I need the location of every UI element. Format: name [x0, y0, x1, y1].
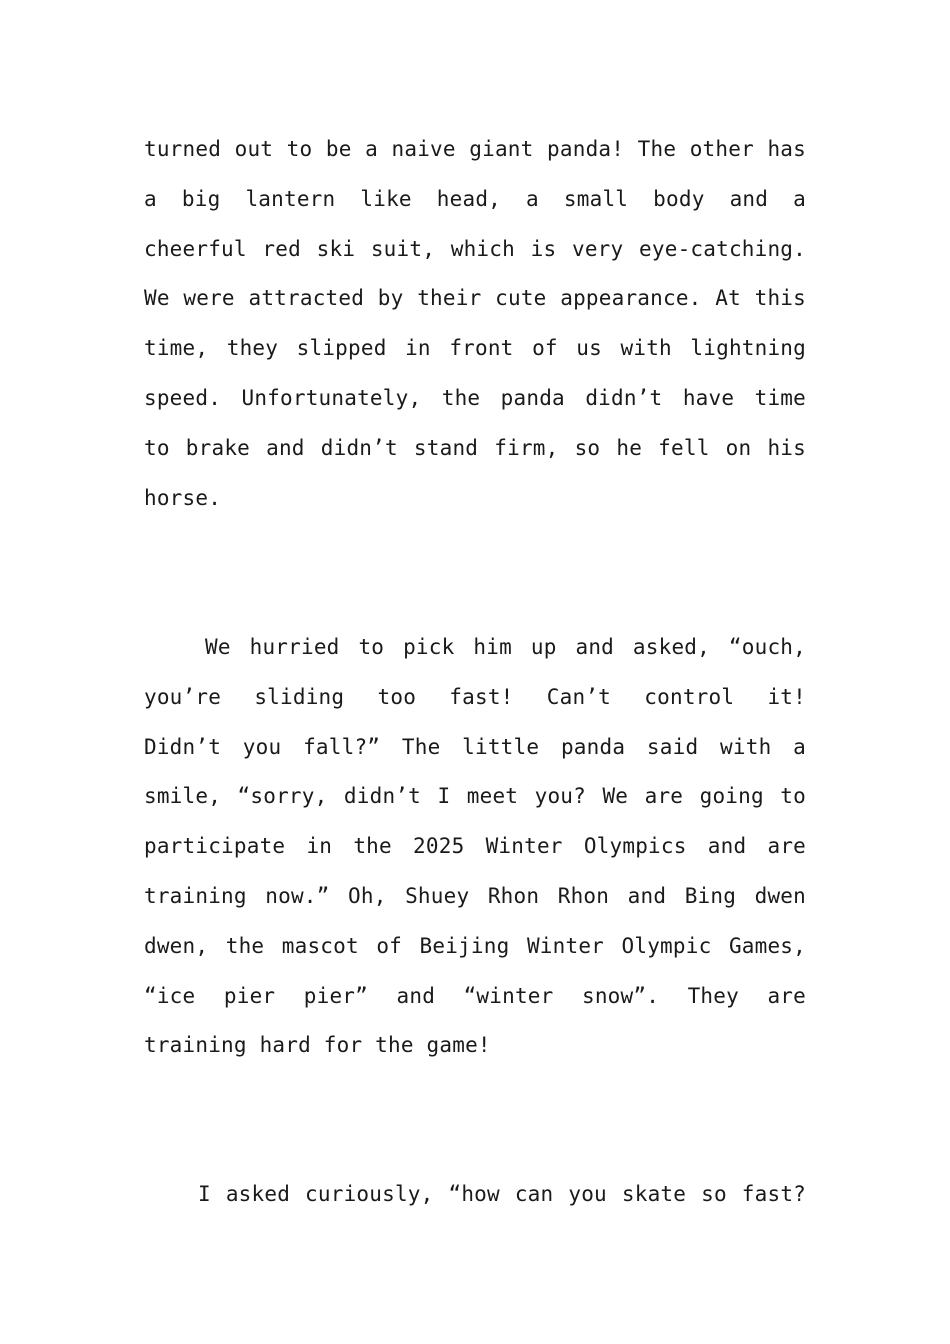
paragraph-1	[144, 125, 806, 523]
paragraph-2	[144, 623, 806, 1071]
paragraph-line: I asked curiously, “how can you skate so fast?	[198, 1182, 806, 1206]
paragraph-line: cheerful red ski suit, which is very eye-catching.	[144, 236, 806, 261]
paragraph-line: training hard for the game!	[144, 1033, 491, 1058]
paragraph-line: training now.” Oh, Shuey Rhon Rhon and Bing dwen	[144, 883, 806, 908]
paragraph-line: “ice pier pier” and “winter snow”. They are	[144, 983, 806, 1008]
paragraph-line: We hurried to pick him up and asked, “ouch,	[205, 635, 806, 659]
paragraph-line: speed. Unfortunately, the panda didn’t have time	[144, 385, 806, 410]
paragraph-line: turned out to be a naive giant panda! The other has	[144, 137, 806, 161]
paragraph-line: a big lantern like head, a small body and a	[144, 186, 806, 211]
paragraph-line: time, they slipped in front of us with lightning	[144, 336, 806, 361]
paragraph-3	[144, 1170, 806, 1220]
paragraph-line: smile, “sorry, didn’t I meet you? We are going to	[144, 784, 806, 809]
paragraph-line: We were attracted by their cute appearance. At this	[144, 286, 806, 311]
paragraph-line: Didn’t you fall?” The little panda said with a	[144, 734, 806, 759]
paragraph-line: participate in the 2025 Winter Olympics and are	[144, 834, 806, 859]
paragraph-line: dwen, the mascot of Beijing Winter Olympic Games,	[144, 933, 806, 958]
paragraph-line: horse.	[144, 485, 222, 510]
paragraph-line: you’re sliding too fast! Can’t control it!	[144, 684, 806, 709]
paragraph-line: to brake and didn’t stand firm, so he fell on his	[144, 435, 806, 460]
